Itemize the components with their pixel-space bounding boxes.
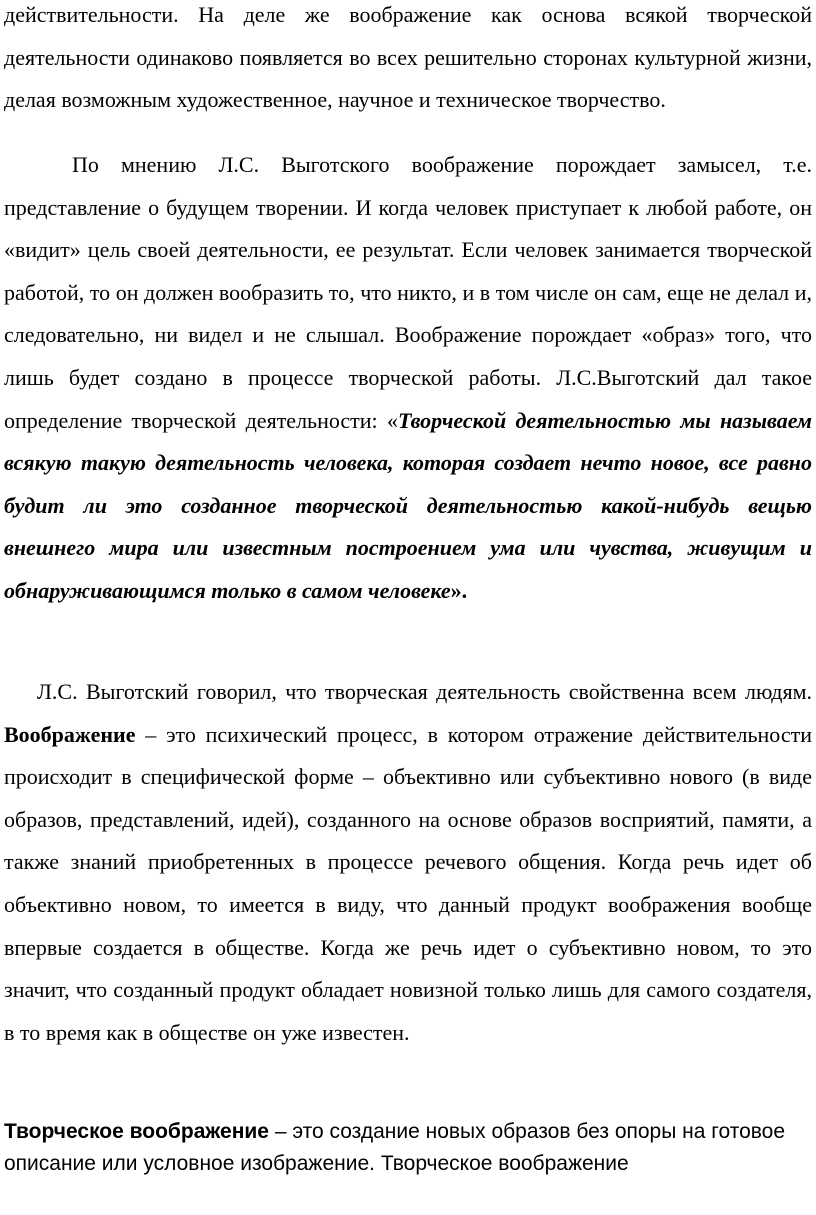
paragraph-text: – это психический процесс, в котором отражение действительности происходит в специфической форме – объективно или субъективно нового (в виде образов, представлений, идей), созданного на основе образов восприятий, памяти, а также знаний приобретенных в процессе речевого общения. Когда речь идет об объективно новом, то имеется в виду, что данный продукт воображения вообще впервые создается в обществе. Когда же речь идет о субъективно новом, то это значит, что созданный продукт обладает новизной только лишь для самого создателя, в то время как в обществе он уже известен.	[4, 721, 812, 1045]
paragraph-vygotsky-definition	[0, 144, 816, 613]
paragraph-text: По мнению Л.С. Выготского воображение порождает замысел, т.е. представление о будущем творении. И когда человек приступает к любой работе, он «видит» цель своей деятельности, ее результат. Если человек занимается творческой работой, то он должен вообразить то, что никто, и в том числе он сам, еще не делал и, следовательно, ни видел и не слышал. Воображение порождает «образ» того, что лишь будет создано в процессе творческой работы. Л.С.Выготский дал такое определение творческой деятельности: «	[4, 152, 812, 433]
paragraph-text: действительности. На деле же воображение как основа всякой творческой деятельности одинаково появляется во всех решительно сторонах культурной жизни, делая возможным художественное, научное и техническое творчество.	[4, 2, 812, 113]
paragraph-creative-imagination	[0, 1116, 816, 1180]
paragraph-text: Л.С. Выготский говорил, что творческая деятельность свойственна всем людям.	[37, 679, 812, 704]
term-imagination: Воображение	[4, 721, 136, 747]
term-creative-imagination: Творческое воображение	[4, 1120, 269, 1143]
quote-definition: Творческой деятельностью мы называем всякую такую деятельность человека, которая создает нечто новое, все равно будит ли это созданное творческой деятельностью какой-нибудь вещью внешнего мира или известным построением ума или чувства, живущим и обнаруживающимся только в самом человеке	[4, 407, 812, 603]
quote-end: ».	[450, 577, 468, 603]
paragraph-imagination-culture	[0, 0, 816, 122]
paragraph-imagination-definition	[0, 671, 816, 1054]
paragraph-text: – это создание новых образов без опоры на готовое описание или условное изображение. Творческое воображение	[4, 1120, 786, 1175]
